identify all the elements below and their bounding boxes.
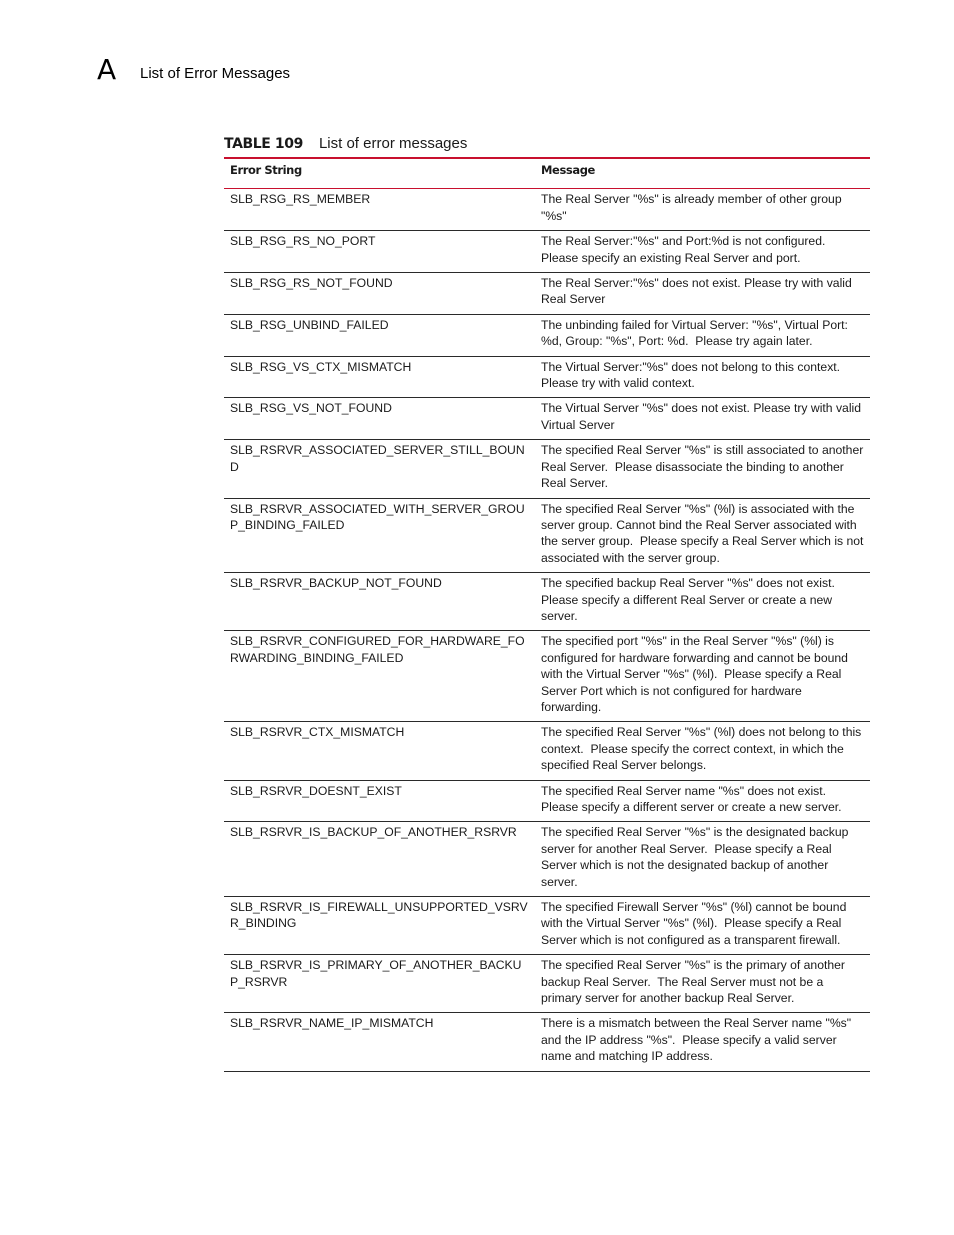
message-cell: The Virtual Server:"%s" does not belong to this context. Please try with valid context. — [535, 356, 870, 398]
message-cell: The Real Server:"%s" and Port:%d is not configured. Please specify an existing Real Server and port. — [535, 231, 870, 273]
table-body — [224, 189, 870, 1071]
table-row — [224, 356, 870, 398]
table-row — [224, 573, 870, 631]
error-string-cell: SLB_RSRVR_CONFIGURED_FOR_HARDWARE_FORWARDING_BINDING_FAILED — [224, 631, 535, 722]
table-caption-text: List of error messages — [318, 135, 468, 152]
table-row — [224, 822, 870, 897]
message-cell: The specified Firewall Server "%s" (%l) cannot be bound with the Virtual Server "%s" (%l). Please specify a Real Server which is not configured as a transparent firewall. — [535, 897, 870, 955]
column-header-error-string: Error String — [224, 159, 535, 189]
table-row — [224, 231, 870, 273]
error-string-cell: SLB_RSRVR_ASSOCIATED_WITH_SERVER_GROUP_BINDING_FAILED — [224, 498, 535, 573]
error-string-cell: SLB_RSRVR_DOESNT_EXIST — [224, 780, 535, 822]
table-caption — [224, 134, 870, 156]
table-row — [224, 1013, 870, 1071]
message-cell: The specified Real Server name "%s" does not exist. Please specify a different server or create a new server. — [535, 780, 870, 822]
table-row — [224, 398, 870, 440]
table-row — [224, 897, 870, 955]
table-row — [224, 780, 870, 822]
message-cell: The specified Real Server "%s" is still associated to another Real Server. Please disassociate the binding to another Real Server. — [535, 440, 870, 498]
message-cell: The specified backup Real Server "%s" does not exist. Please specify a different Real Server or create a new server. — [535, 573, 870, 631]
message-cell: The specified port "%s" in the Real Server "%s" (%l) is configured for hardware forwarding and cannot be bound with the Virtual Server "%s" (%l). Please specify a Real Server Port which is not configured for hardware forwarding. — [535, 631, 870, 722]
error-string-cell: SLB_RSG_RS_MEMBER — [224, 189, 535, 231]
error-string-cell: SLB_RSRVR_IS_FIREWALL_UNSUPPORTED_VSRVR_BINDING — [224, 897, 535, 955]
message-cell: The specified Real Server "%s" is the designated backup server for another Real Server. Please specify a Real Server which is not the designated backup of another server. — [535, 822, 870, 897]
message-cell: The unbinding failed for Virtual Server: "%s", Virtual Port: %d, Group: "%s", Port: %d. Please try again later. — [535, 314, 870, 356]
appendix-letter: A — [97, 53, 117, 86]
error-string-cell: SLB_RSRVR_ASSOCIATED_SERVER_STILL_BOUND — [224, 440, 535, 498]
message-cell: The Real Server "%s" is already member of other group "%s" — [535, 189, 870, 231]
error-string-cell: SLB_RSG_RS_NO_PORT — [224, 231, 535, 273]
error-messages-table — [224, 159, 870, 1072]
error-string-cell: SLB_RSRVR_CTX_MISMATCH — [224, 722, 535, 780]
table-row — [224, 273, 870, 315]
error-string-cell: SLB_RSG_RS_NOT_FOUND — [224, 273, 535, 315]
table-row — [224, 314, 870, 356]
error-string-cell: SLB_RSRVR_IS_PRIMARY_OF_ANOTHER_BACKUP_RSRVR — [224, 955, 535, 1013]
error-string-cell: SLB_RSG_VS_CTX_MISMATCH — [224, 356, 535, 398]
table-header-row — [224, 159, 870, 189]
message-cell: There is a mismatch between the Real Server name "%s" and the IP address "%s". Please specify a valid server name and matching IP address. — [535, 1013, 870, 1071]
table-number: TABLE 109 — [224, 136, 303, 152]
table-row — [224, 498, 870, 573]
table-row — [224, 440, 870, 498]
message-cell: The Real Server:"%s" does not exist. Please try with valid Real Server — [535, 273, 870, 315]
error-string-cell: SLB_RSG_UNBIND_FAILED — [224, 314, 535, 356]
message-cell: The Virtual Server "%s" does not exist. Please try with valid Virtual Server — [535, 398, 870, 440]
column-header-message: Message — [535, 159, 870, 189]
table-row — [224, 631, 870, 722]
table-row — [224, 955, 870, 1013]
error-string-cell: SLB_RSRVR_NAME_IP_MISMATCH — [224, 1013, 535, 1071]
message-cell: The specified Real Server "%s" (%l) does not belong to this context. Please specify the correct context, in which the specified Real Server belongs. — [535, 722, 870, 780]
table-row — [224, 722, 870, 780]
error-string-cell: SLB_RSRVR_BACKUP_NOT_FOUND — [224, 573, 535, 631]
section-title: List of Error Messages — [140, 65, 291, 82]
message-cell: The specified Real Server "%s" is the primary of another backup Real Server. The Real Server must not be a primary server for another backup Real Server. — [535, 955, 870, 1013]
message-cell: The specified Real Server "%s" (%l) is associated with the server group. Cannot bind the Real Server associated with the server group. Please specify a Real Server which is not associated with the server group. — [535, 498, 870, 573]
table-row — [224, 189, 870, 231]
error-string-cell: SLB_RSG_VS_NOT_FOUND — [224, 398, 535, 440]
error-string-cell: SLB_RSRVR_IS_BACKUP_OF_ANOTHER_RSRVR — [224, 822, 535, 897]
